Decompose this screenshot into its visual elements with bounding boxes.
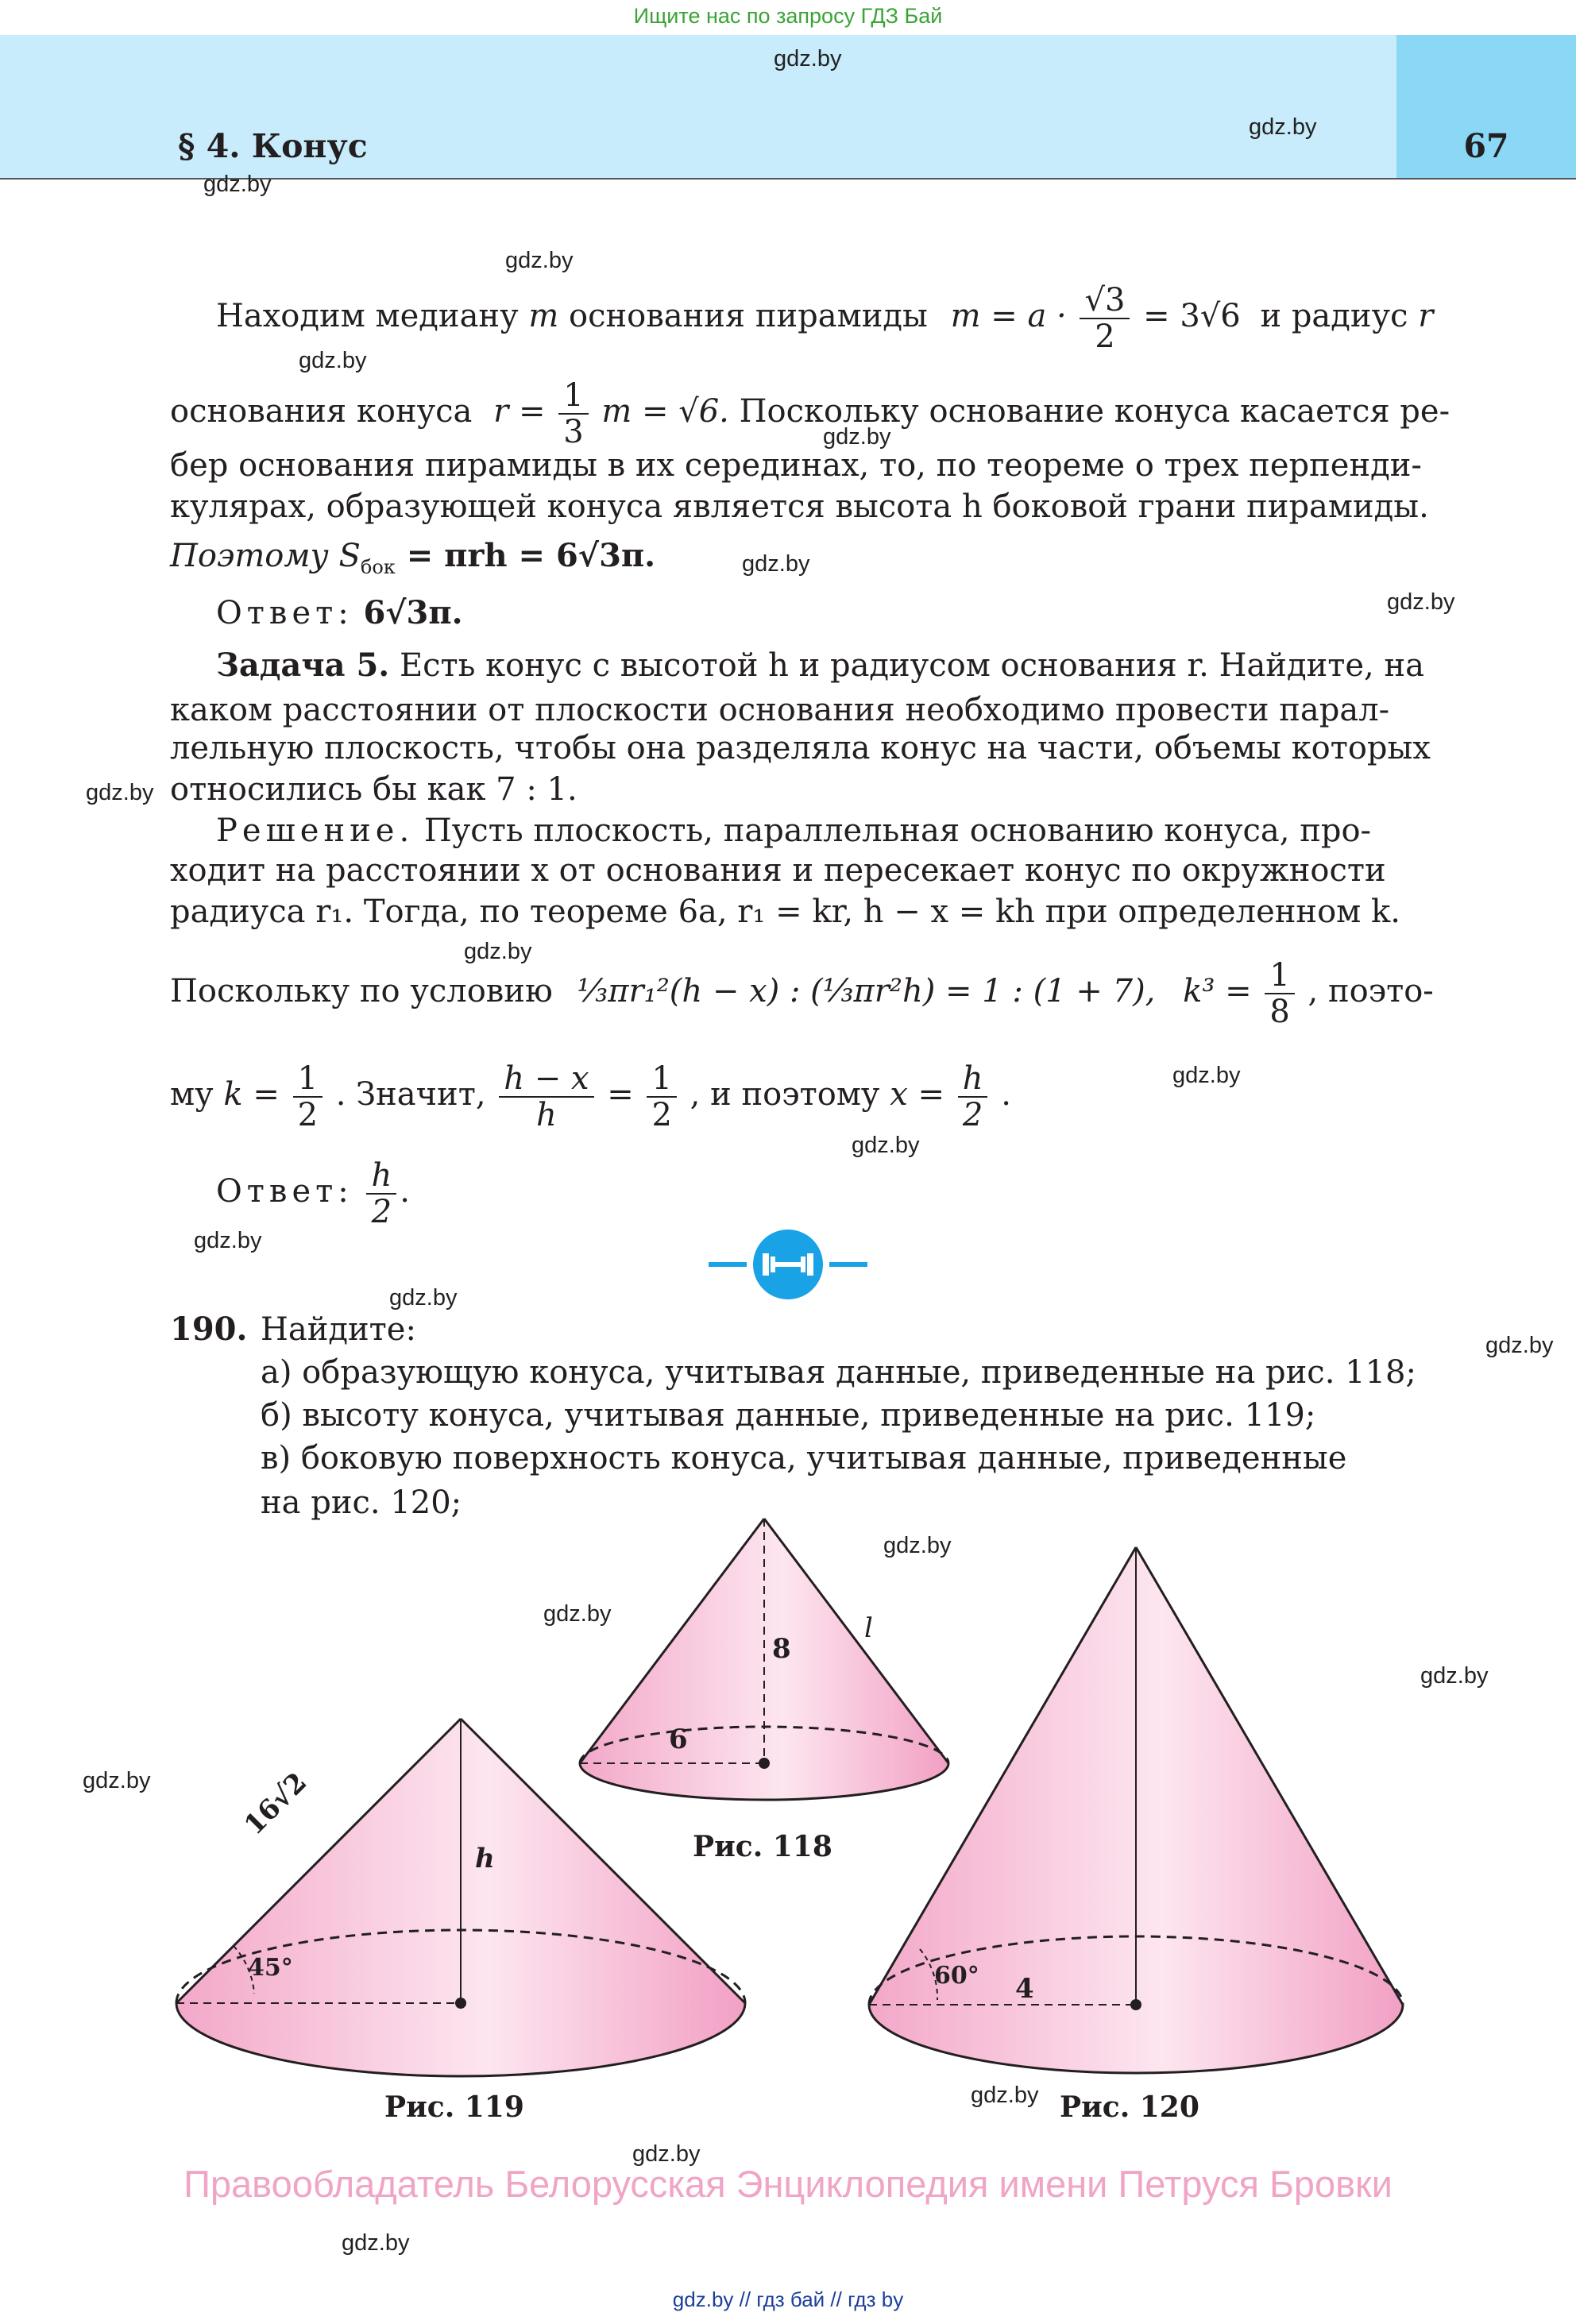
watermark: gdz.by	[1172, 1063, 1241, 1088]
watermark: gdz.by	[464, 939, 532, 964]
problem-intro: Найдите:	[261, 1311, 416, 1348]
watermark: gdz.by	[742, 551, 810, 577]
fraction: $\frac{h}{2}$	[366, 1158, 396, 1230]
problem-number: 190.	[170, 1311, 248, 1348]
problem-item-c: в) боковую поверхность конуса, учитывая данные, приведенные	[261, 1440, 1347, 1477]
task5-answer: Ответ: $\frac{h}{2}$ .	[216, 1157, 410, 1230]
problem-item-b: б) высоту конуса, учитывая данные, приведенные на рис. 119;	[261, 1397, 1316, 1434]
task5-solution-line-1: Решение. Пусть плоскость, параллельная основанию конуса, про-	[216, 813, 1372, 849]
fig120-radius-label: 4	[1015, 1973, 1034, 2005]
fig119-height-label: h	[475, 1843, 495, 1874]
problem-item-a: а) образующую конуса, учитывая данные, приведенные на рис. 118;	[261, 1354, 1416, 1391]
solution-line-4: кулярах, образующей конуса является высота h боковой грани пирамиды.	[170, 488, 1429, 525]
watermark: gdz.by	[823, 424, 891, 450]
problem-item-c-continued: на рис. 120;	[261, 1484, 462, 1521]
watermark: gdz.by	[1249, 114, 1317, 140]
task5-line-4: относились бы как 7 : 1.	[170, 771, 577, 808]
fig119-slant-label: 16√2	[238, 1766, 314, 1842]
fig118-caption: Рис. 118	[693, 1830, 832, 1863]
fig118-radius-label: 6	[669, 1724, 688, 1755]
fraction: $\frac{h}{2}$	[958, 1061, 988, 1133]
exercise-dumbbell-icon	[707, 1226, 869, 1303]
fraction: $\frac{1}{2}$	[293, 1061, 323, 1133]
section-title: § 4. Конус	[178, 127, 368, 165]
task5-line-3: лельную плоскость, чтобы она разделяла конус на части, объемы которых	[170, 730, 1431, 766]
watermark: gdz.by	[203, 172, 272, 197]
watermark: gdz.by	[83, 1768, 151, 1793]
answer-prev: Ответ: 6√3π.	[216, 594, 463, 631]
fraction: $\frac{1}{3}$	[558, 378, 588, 450]
fig120-caption: Рис. 120	[1060, 2090, 1199, 2124]
fig119-caption: Рис. 119	[384, 2090, 524, 2124]
watermark: gdz.by	[505, 248, 574, 273]
fraction: $\frac{1}{2}$	[647, 1061, 676, 1133]
task5-solution-line-5: му k = $\frac{1}{2}$ . Значит, $\frac{h - x}{h}$ = $\frac{1}{2}$ , и поэтому x = $\frac{h}{2}$ .	[170, 1060, 1011, 1133]
watermark: gdz.by	[86, 780, 154, 805]
watermark: gdz.by	[1387, 589, 1455, 615]
figure-120-cone	[869, 1547, 1403, 2073]
footer-links[interactable]: gdz.by // гдз бай // гдз by	[672, 2287, 904, 2311]
task5-line-2: каком расстоянии от плоскости основания необходимо провести парал-	[170, 692, 1390, 728]
top-search-note: Ищите нас по запросу ГДЗ Бай	[633, 4, 943, 28]
watermark: gdz.by	[389, 1285, 458, 1311]
solution-line-5: Поэтому $S_{бок} = \pi rh = 6√3\pi$.	[170, 537, 656, 578]
figure-118-cone	[580, 1519, 948, 1800]
fraction: $\frac{h - x}{h}$	[499, 1061, 593, 1133]
watermark: gdz.by	[971, 2083, 1039, 2108]
fig118-slant-label: l	[864, 1612, 873, 1644]
solution-line-1: Находим медиану m основания пирамиды m = a · $\frac{√3}{2}$ = 3√6 и радиус r	[216, 282, 1434, 355]
task5-solution-line-3: радиуса r₁. Тогда, по теореме 6а, r₁ = kr, h − x = kh при определенном k.	[170, 894, 1400, 930]
watermark: gdz.by	[194, 1228, 262, 1253]
cone-figures	[0, 1493, 1576, 2144]
watermark: gdz.by	[774, 46, 842, 71]
task5-line-1: Задача 5. Есть конус с высотой h и радиусом основания r. Найдите, на	[216, 647, 1424, 684]
fig120-angle-label: 60°	[934, 1962, 979, 1990]
watermark: gdz.by	[299, 348, 367, 373]
watermark: gdz.by	[543, 1601, 612, 1627]
fraction: $\frac{1}{8}$	[1265, 958, 1294, 1029]
solution-line-2: основания конуса r = $\frac{1}{3}$ m = √6. Поскольку основание конуса касается ре-	[170, 377, 1450, 450]
watermark: gdz.by	[632, 2141, 701, 2167]
copyright-notice: Правообладатель Белорусская Энциклопедия имени Петруся Бровки	[183, 2163, 1393, 2205]
fig119-angle-label: 45°	[248, 1954, 293, 1982]
task5-solution-line-4: Поскольку по условию ⅓πr₁²(h − x) : (⅓πr²h) = 1 : (1 + 7), k³ = $\frac{1}{8}$ , поэто-	[170, 957, 1434, 1030]
watermark: gdz.by	[342, 2230, 410, 2256]
task5-solution-line-2: ходит на расстоянии x от основания и пересекает конус по окружности	[170, 852, 1386, 889]
watermark: gdz.by	[852, 1133, 920, 1158]
fraction: $\frac{√3}{2}$	[1080, 283, 1130, 354]
watermark: gdz.by	[883, 1533, 952, 1558]
page-number: 67	[1463, 127, 1509, 165]
fig118-height-label: 8	[772, 1633, 791, 1665]
solution-line-3: бер основания пирамиды в их серединах, то, по теореме о трех перпенди-	[170, 447, 1422, 484]
watermark: gdz.by	[1485, 1333, 1554, 1358]
watermark: gdz.by	[1420, 1663, 1489, 1689]
